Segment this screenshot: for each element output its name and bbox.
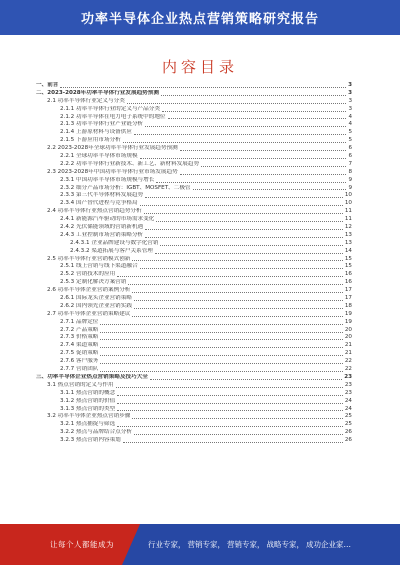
toc-leader-dots bbox=[132, 292, 342, 293]
toc-entry[interactable] bbox=[36, 98, 352, 106]
toc-page-number: 3 bbox=[348, 105, 352, 112]
toc-page-number: 11 bbox=[344, 208, 352, 215]
toc-leader-dots bbox=[127, 103, 347, 104]
report-title: 功率半导体企业热点营销策略研究报告 bbox=[80, 12, 319, 27]
toc-entry-text: 3.1.1 热点营销的概念 bbox=[60, 389, 116, 396]
toc-entry-text: 2.7.4 渠道策略 bbox=[60, 342, 99, 349]
toc-leader-dots bbox=[123, 142, 347, 143]
toc-page-number: 23 bbox=[344, 373, 352, 380]
toc-leader-dots bbox=[123, 442, 343, 443]
toc-leader-dots bbox=[128, 284, 343, 285]
toc-entry-text: 2.4.3 工业控制市场营销策略分析 bbox=[60, 231, 144, 238]
toc-page-number: 4 bbox=[348, 121, 352, 128]
toc-entry[interactable] bbox=[36, 192, 352, 200]
toc-entry-text: 2.7.2 产品策略 bbox=[60, 326, 99, 333]
toc-entry-text: 2.2.2 功率半导体行业新技术、新工艺、新材料发展趋势 bbox=[60, 160, 200, 167]
toc-page-number: 20 bbox=[344, 326, 352, 333]
toc-entry[interactable] bbox=[36, 366, 352, 374]
footer-service-item: 营销专家， bbox=[227, 540, 265, 549]
toc-entry-text: 2.7.6 客户服务 bbox=[60, 358, 99, 365]
toc-leader-dots bbox=[145, 197, 343, 198]
toc-entry-text: 2.4.2 光伏储能领域的营销新机遇 bbox=[60, 224, 144, 231]
toc-page-number: 19 bbox=[344, 318, 352, 325]
toc-leader-dots bbox=[117, 276, 343, 277]
toc-leader-dots bbox=[100, 355, 342, 356]
toc-page-number: 13 bbox=[344, 231, 352, 238]
toc-entry-text: 2.7.3 价格策略 bbox=[60, 334, 99, 341]
toc-leader-dots bbox=[193, 189, 347, 190]
toc-entry[interactable] bbox=[36, 114, 352, 122]
toc-leader-dots bbox=[150, 379, 342, 380]
toc-entry[interactable] bbox=[36, 271, 352, 279]
toc-entry[interactable] bbox=[36, 342, 352, 350]
toc-leader-dots bbox=[180, 150, 347, 151]
toc-page-number: 6 bbox=[348, 153, 352, 159]
toc-leader-dots bbox=[100, 332, 342, 333]
toc-entry[interactable] bbox=[36, 200, 352, 208]
table-of-contents bbox=[36, 82, 352, 514]
toc-leader-dots bbox=[140, 268, 343, 269]
toc-page-number: 22 bbox=[344, 358, 352, 365]
toc-entry[interactable] bbox=[36, 287, 352, 295]
toc-leader-dots bbox=[140, 158, 347, 159]
toc-leader-dots bbox=[160, 245, 342, 246]
toc-entry[interactable] bbox=[36, 232, 352, 240]
toc-page-number: 5 bbox=[348, 129, 352, 136]
toc-leader-dots bbox=[161, 95, 346, 96]
toc-leader-dots bbox=[144, 213, 343, 214]
footer-service-item: 成功企业家… bbox=[306, 540, 351, 549]
toc-leader-dots bbox=[156, 221, 343, 222]
toc-leader-dots bbox=[134, 300, 343, 301]
toc-page-number: 3 bbox=[348, 97, 352, 104]
toc-page-number: 18 bbox=[344, 302, 352, 309]
toc-page-number: 23 bbox=[344, 389, 352, 396]
toc-leader-dots bbox=[162, 111, 347, 112]
toc-page-number: 9 bbox=[348, 184, 352, 191]
toc-entry-text: 2.5 功率半导体行业营销模式创新 bbox=[47, 255, 131, 262]
toc-leader-dots bbox=[117, 403, 343, 404]
toc-leader-dots bbox=[145, 229, 343, 230]
toc-entry-text: 2.7.7 营销团队 bbox=[60, 366, 99, 373]
toc-leader-dots bbox=[134, 134, 346, 135]
toc-leader-dots bbox=[140, 205, 343, 206]
toc-page-number: 15 bbox=[344, 263, 352, 270]
toc-entry[interactable] bbox=[36, 382, 352, 390]
toc-entry-text: 2.7.1 品牌定位 bbox=[60, 318, 99, 325]
toc-leader-dots bbox=[134, 434, 343, 435]
toc-entry-text: 2.1.1 功率半导体行业的定义与产品分类 bbox=[60, 105, 160, 112]
toc-leader-dots bbox=[100, 347, 342, 348]
toc-page-number: 3 bbox=[348, 82, 352, 88]
footer-service-item: 行业专家， bbox=[148, 540, 186, 549]
toc-entry[interactable] bbox=[36, 121, 352, 129]
toc-page-number: 4 bbox=[348, 113, 352, 120]
toc-entry[interactable] bbox=[36, 106, 352, 114]
toc-leader-dots bbox=[155, 253, 343, 254]
toc-entry-text: 2.3.2 细分产品市场分析：IGBT、MOSFET、二极管 bbox=[60, 184, 191, 191]
toc-entry[interactable] bbox=[36, 311, 352, 319]
toc-leader-dots bbox=[100, 371, 342, 372]
toc-entry-text: 2.1.3 功率半导体行业产业链分析 bbox=[60, 121, 144, 128]
report-header bbox=[0, 0, 400, 35]
toc-entry[interactable] bbox=[36, 358, 352, 366]
toc-entry[interactable] bbox=[36, 82, 352, 90]
toc-entry[interactable] bbox=[36, 319, 352, 327]
toc-entry[interactable] bbox=[36, 208, 352, 216]
toc-page-number: 25 bbox=[344, 413, 352, 420]
toc-leader-dots bbox=[117, 395, 343, 396]
toc-page-number: 10 bbox=[344, 200, 352, 207]
toc-page-number: 19 bbox=[344, 310, 352, 317]
toc-page-number: 20 bbox=[344, 334, 352, 341]
toc-entry-text: 3.2.1 热点捕捉与筛选 bbox=[60, 421, 116, 428]
footer-services bbox=[148, 524, 353, 565]
toc-entry[interactable] bbox=[36, 398, 352, 406]
toc-entry[interactable] bbox=[36, 161, 352, 169]
toc-page-number: 24 bbox=[344, 397, 352, 404]
toc-page-number: 26 bbox=[344, 437, 352, 444]
toc-entry-text: 2.6.2 国内领先企业营销实践 bbox=[60, 302, 132, 309]
toc-entry-text: 2.1.4 上游原材料与设备供应 bbox=[60, 129, 132, 136]
toc-leader-dots bbox=[168, 118, 347, 119]
toc-entry[interactable] bbox=[36, 350, 352, 358]
toc-page-number: 22 bbox=[344, 366, 352, 373]
toc-leader-dots bbox=[100, 339, 342, 340]
toc-entry[interactable] bbox=[36, 437, 352, 445]
toc-page-number: 17 bbox=[344, 287, 352, 294]
toc-entry[interactable] bbox=[36, 327, 352, 335]
toc-leader-dots bbox=[134, 308, 343, 309]
toc-entry-text: 2.6 功率半导体企业营销案例分析 bbox=[47, 287, 131, 294]
toc-entry[interactable] bbox=[36, 185, 352, 193]
toc-entry-text: 2.3 2023-2028年中国功率半导体行业市场发展趋势 bbox=[47, 168, 178, 175]
toc-leader-dots bbox=[100, 324, 342, 325]
toc-entry-text: 2.5.2 营销技术的应用 bbox=[60, 271, 116, 278]
toc-entry-text: 2.2 2023-2028年全球功率半导体行业发展趋势预测 bbox=[47, 145, 178, 152]
toc-entry-text: 3.1.3 热点营销的类型 bbox=[60, 405, 116, 412]
toc-entry-text: 2.4.1 新能源汽车驱动的市场需求变化 bbox=[60, 216, 155, 223]
toc-page-number: 16 bbox=[344, 271, 352, 278]
toc-entry[interactable] bbox=[36, 137, 352, 145]
toc-entry-text: 2.7.5 促销策略 bbox=[60, 350, 99, 357]
toc-leader-dots bbox=[60, 87, 346, 88]
toc-entry-text: 二、2023-2028年功率半导体行业发展趋势预测 bbox=[36, 89, 159, 96]
toc-page-number: 15 bbox=[344, 255, 352, 262]
footer-slogan: 让每个人都能成为 bbox=[50, 540, 114, 549]
toc-entry-text: 三、功率半导体企业热点营销策略及技巧大全 bbox=[36, 373, 148, 380]
toc-page-number: 25 bbox=[344, 421, 352, 428]
toc-entry-text: 2.2.1 全球功率半导体市场规模 bbox=[60, 153, 138, 159]
toc-page-number: 21 bbox=[344, 342, 352, 349]
toc-page-number: 8 bbox=[348, 168, 352, 175]
toc-entry[interactable] bbox=[36, 169, 352, 177]
toc-page-number: 16 bbox=[344, 279, 352, 286]
toc-entry-text: 2.4 功率半导体行业热点营销趋势分析 bbox=[47, 208, 142, 215]
toc-entry-text: 一、前言 bbox=[36, 82, 59, 88]
toc-entry[interactable] bbox=[36, 224, 352, 232]
toc-leader-dots bbox=[132, 260, 342, 261]
toc-entry-text: 3.1.2 热点营销的价值 bbox=[60, 397, 116, 404]
toc-page-number: 17 bbox=[344, 295, 352, 302]
toc-page-number: 7 bbox=[348, 160, 352, 167]
toc-page-number: 23 bbox=[344, 381, 352, 388]
toc-entry[interactable] bbox=[36, 279, 352, 287]
toc-entry-text: 2.1 功率半导体行业定义与分类 bbox=[47, 97, 125, 104]
toc-page-number: 3 bbox=[348, 89, 352, 96]
toc-entry-text: 2.3.4 国产替代进程与竞争格局 bbox=[60, 200, 138, 207]
toc-page-number: 9 bbox=[348, 176, 352, 183]
toc-entry[interactable] bbox=[36, 295, 352, 303]
toc-entry[interactable] bbox=[36, 248, 352, 256]
toc-leader-dots bbox=[117, 426, 343, 427]
footer-service-item: 战略专家， bbox=[266, 540, 304, 549]
toc-entry[interactable] bbox=[36, 421, 352, 429]
toc-page-number: 12 bbox=[344, 224, 352, 231]
toc-entry-text: 3.1 热点营销的定义与作用 bbox=[47, 381, 114, 388]
toc-entry[interactable] bbox=[36, 145, 352, 153]
toc-entry-text: 2.1.5 下游应用市场分析 bbox=[60, 137, 121, 144]
toc-page-number: 13 bbox=[344, 239, 352, 246]
toc-entry[interactable] bbox=[36, 129, 352, 137]
toc-leader-dots bbox=[132, 316, 342, 317]
toc-entry-text: 3.2 功率半导体企业热点营销步骤 bbox=[47, 413, 131, 420]
toc-entry-text: 2.5.1 线上营销与线下渠道融合 bbox=[60, 263, 138, 270]
toc-entry[interactable] bbox=[36, 406, 352, 414]
toc-leader-dots bbox=[156, 182, 346, 183]
toc-entry[interactable] bbox=[36, 256, 352, 264]
toc-page-number: 21 bbox=[344, 350, 352, 357]
toc-leader-dots bbox=[117, 410, 343, 411]
toc-entry-text: 2.3.3 第三代半导体材料发展趋势 bbox=[60, 192, 144, 199]
toc-entry[interactable] bbox=[36, 240, 352, 248]
toc-leader-dots bbox=[145, 237, 343, 238]
toc-page-number: 5 bbox=[348, 137, 352, 144]
toc-entry-text: 2.4.3.1 企业品牌建设与数字化营销 bbox=[70, 239, 159, 246]
toc-leader-dots bbox=[116, 387, 343, 388]
toc-entry[interactable] bbox=[36, 90, 352, 98]
toc-entry[interactable] bbox=[36, 390, 352, 398]
toc-leader-dots bbox=[100, 363, 342, 364]
toc-entry[interactable] bbox=[36, 263, 352, 271]
toc-entry-text: 2.4.3.2 渠道拓展与客户关系管理 bbox=[70, 247, 153, 254]
toc-entry[interactable] bbox=[36, 303, 352, 311]
toc-leader-dots bbox=[201, 166, 346, 167]
toc-leader-dots bbox=[132, 418, 342, 419]
toc-entry[interactable] bbox=[36, 429, 352, 437]
toc-entry[interactable] bbox=[36, 413, 352, 421]
toc-entry-text: 3.2.2 热点与品牌结合点分析 bbox=[60, 429, 132, 436]
toc-page-number: 14 bbox=[344, 247, 352, 254]
footer-service-item: 营销专家， bbox=[187, 540, 225, 549]
toc-entry[interactable] bbox=[36, 335, 352, 343]
toc-entry-text: 3.2.3 热点营销内容策划 bbox=[60, 437, 121, 444]
toc-entry-text: 2.3.1 中国功率半导体市场规模与增长 bbox=[60, 176, 155, 183]
toc-entry[interactable] bbox=[36, 153, 352, 161]
toc-page-number: 6 bbox=[348, 145, 352, 152]
toc-entry[interactable] bbox=[36, 216, 352, 224]
toc-entry-text: 2.5.3 定制化解决方案营销 bbox=[60, 279, 127, 286]
toc-leader-dots bbox=[180, 174, 347, 175]
toc-page-number: 11 bbox=[344, 216, 352, 223]
toc-leader-dots bbox=[145, 126, 346, 127]
toc-entry[interactable] bbox=[36, 177, 352, 185]
toc-entry[interactable] bbox=[36, 374, 352, 382]
footer-banner bbox=[0, 524, 400, 565]
toc-entry-text: 2.7 功率半导体企业营销策略建议 bbox=[47, 310, 131, 317]
toc-heading: 内容目录 bbox=[161, 58, 238, 76]
toc-page-number: 24 bbox=[344, 405, 352, 412]
toc-page-number: 10 bbox=[344, 192, 352, 199]
toc-entry-text: 2.6.1 国际龙头企业营销策略 bbox=[60, 295, 132, 302]
toc-entry-text: 2.1.2 功率半导体在电力电子系统中的地位 bbox=[60, 113, 166, 120]
toc-page-number: 26 bbox=[344, 429, 352, 436]
